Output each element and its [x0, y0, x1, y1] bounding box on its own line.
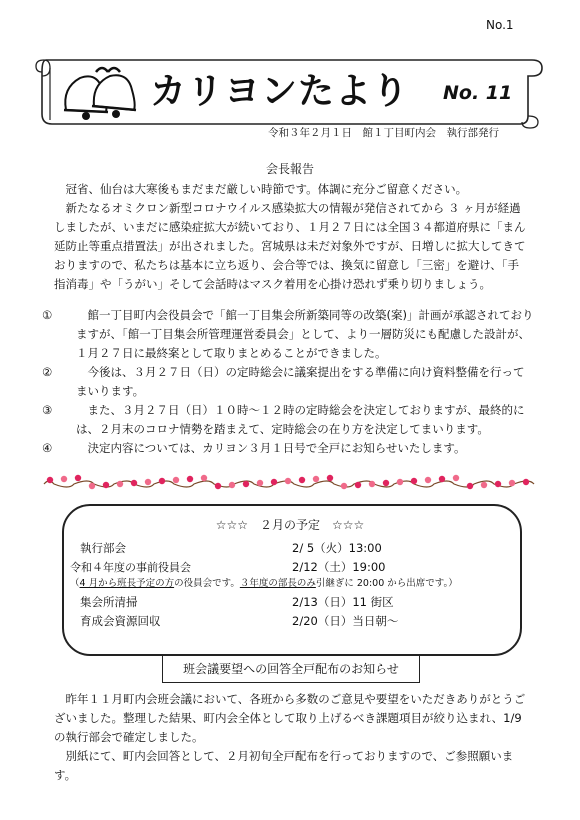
blossom	[187, 476, 193, 482]
blossom	[243, 481, 249, 487]
schedule-time: 2/12（土）19:00	[292, 560, 386, 574]
blossom	[355, 482, 361, 488]
note-part: 引継ぎに 20:00 から出席です。）	[315, 578, 458, 589]
schedule-time: 2/13（日）11 街区	[292, 595, 394, 609]
blossom	[61, 476, 67, 482]
item-text: 館一丁目町内会役員会で「館一丁目集会所新築同等の改築(案)」計画が承認されておりますが、「館一丁目集会所管理運営委員会」として、より一層防災にも配慮した設計が、１月２７日に最終案として取りまとめることができました。	[76, 308, 534, 360]
blossom	[439, 476, 445, 482]
blossom	[313, 476, 319, 482]
note-part: の役員会です。	[174, 578, 240, 589]
publisher-line: 令和３年２月１日 館１丁目町内会 執行部発行	[268, 127, 499, 139]
blossom	[271, 479, 277, 485]
report-item	[42, 401, 534, 439]
blossom	[369, 481, 375, 487]
blossom	[467, 483, 473, 489]
note-part: 4 月から班長予定の方	[79, 578, 175, 589]
blossom	[75, 475, 81, 481]
item-number: ③	[42, 403, 53, 417]
schedule-event: 育成会資源回収	[80, 614, 161, 628]
blossom	[509, 480, 515, 486]
blossom	[201, 475, 207, 481]
blossom	[145, 479, 151, 485]
blossom	[117, 481, 123, 487]
note-part: ３年度の部長のみ	[239, 578, 316, 589]
report-paragraph: 新たなるオミクロン新型コロナウイルス感染拡大の情報が発信されてから ３ ヶ月が経過しましたが、いまだに感染症拡大が続いており、１月２７日には全国３４都道府県に「まん延防止等重点措置法」が出されました。宮城県は未だ対象外ですが、日増しに拡大してきておりますので、私たちは基本に立ち返り、会合等では、換気に留意し「三密」を避け、「手指消毒」や「うがい」そして会話時はマスク着用を心掛け恐れず乗り切りましょう。	[54, 201, 526, 291]
blossom	[495, 481, 501, 487]
blossom	[89, 483, 95, 489]
item-text: 今後は、３月２７日（日）の定時総会に議案提出をする準備に向け資料整備を行ってまいります。	[76, 365, 525, 398]
blossom	[453, 475, 459, 481]
blossom	[481, 482, 487, 488]
blossom	[47, 477, 53, 483]
bells-icon	[56, 62, 140, 126]
blossom	[397, 479, 403, 485]
report-item	[42, 363, 534, 401]
notice-title-box: 班会議要望への回答全戸配布のお知らせ	[162, 655, 420, 683]
schedule-event: 執行部会	[80, 541, 126, 555]
newsletter-title: カリヨンたより	[150, 71, 410, 112]
blossom	[299, 477, 305, 483]
item-number: ①	[42, 308, 53, 322]
item-number: ②	[42, 365, 53, 379]
report-item	[42, 439, 534, 458]
report-body	[54, 180, 530, 294]
blossom	[523, 479, 529, 485]
blossom	[327, 475, 333, 481]
blossom	[131, 480, 137, 486]
blossom	[257, 480, 263, 486]
notice-paragraph: 昨年１１月町内会班会議において、各班から多数のご意見や要望をいただきありがとうございました。整理した結果、町内会全体として取り上げるべき課題項目が絞り込まれ、1/9 の執行部会で確定しました。	[54, 692, 526, 744]
schedule-time: 2/20（日）当日朝～	[292, 614, 399, 628]
blossom	[285, 478, 291, 484]
report-paragraph: 冠省、仙台は大寒後もまだまだ厳しい時節です。体調に充分ご留意ください。	[65, 182, 468, 196]
schedule-event: 集会所清掃	[80, 595, 138, 609]
schedule-note	[70, 575, 458, 589]
blossom	[215, 483, 221, 489]
schedule-heading: ☆☆☆ ２月の予定 ☆☆☆	[215, 518, 365, 532]
blossom	[159, 478, 165, 484]
report-item	[42, 306, 534, 363]
blossom	[173, 477, 179, 483]
schedule-event: 令和４年度の事前役員会	[70, 561, 191, 574]
blossom	[383, 480, 389, 486]
blossom	[341, 483, 347, 489]
report-heading: 会長報告	[265, 162, 314, 176]
note-open: （	[70, 578, 80, 589]
blossom	[411, 478, 417, 484]
page-number: No.1	[486, 18, 514, 32]
blossom	[103, 482, 109, 488]
issue-number: No. 11	[443, 82, 513, 104]
item-text: また、３月２７日（日）１０時～１２時の定時総会を決定しておりますが、最終的には、２月末のコロナ情勢を踏まえて、定時総会の在り方を決定してまいります。	[76, 403, 525, 436]
flower-border-divider	[42, 470, 538, 494]
item-text: 決定内容については、カリヨン３月１日号で全戸にお知らせいたします。	[87, 441, 466, 455]
blossom	[229, 482, 235, 488]
schedule-time: 2/ 5（火）13:00	[292, 541, 382, 555]
blossom	[425, 477, 431, 483]
report-items	[42, 306, 534, 458]
item-number: ④	[42, 441, 53, 455]
notice-paragraph: 別紙にて、町内会回答として、２月初旬全戸配布を行っておりますので、ご参照願います。	[54, 749, 514, 782]
notice-body	[54, 690, 530, 785]
